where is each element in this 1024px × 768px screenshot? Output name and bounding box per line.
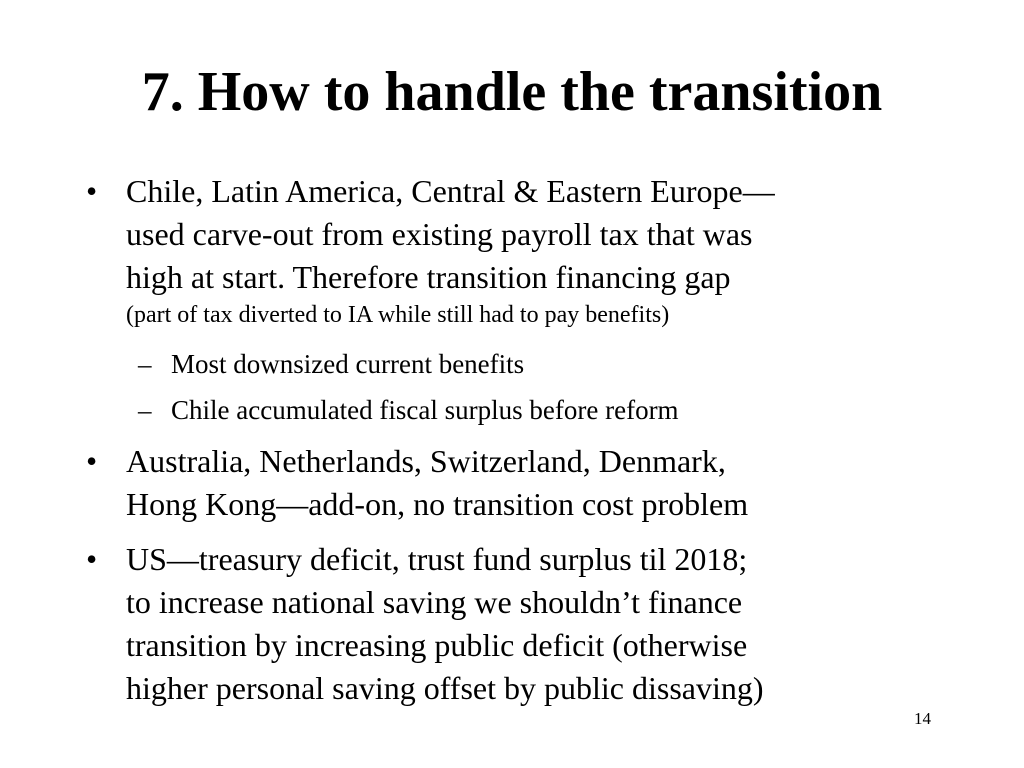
bullet-item xyxy=(82,538,942,710)
bullet-line: high at start. Therefore transition financing gap xyxy=(126,259,731,295)
bullet-line: Hong Kong—add-on, no transition cost problem xyxy=(126,486,749,522)
sub-item-text: Most downsized current benefits xyxy=(171,349,525,379)
bullet-line: to increase national saving we shouldn’t finance xyxy=(126,584,743,620)
page-number: 14 xyxy=(914,709,931,728)
sub-marker: – xyxy=(138,349,152,379)
bullet-line: transition by increasing public deficit (otherwise xyxy=(126,627,748,663)
bullet-line: Australia, Netherlands, Switzerland, Denmark, xyxy=(126,443,726,479)
sub-marker: – xyxy=(138,395,152,425)
sub-item xyxy=(82,341,942,387)
bullet-note: (part of tax diverted to IA while still had to pay benefits) xyxy=(126,302,670,328)
bullet-line: used carve-out from existing payroll tax that was xyxy=(126,216,753,252)
bullet-line: Chile, Latin America, Central & Eastern Europe— xyxy=(126,173,775,209)
bullet-marker: • xyxy=(86,541,98,577)
sub-list xyxy=(82,341,942,433)
bullet-item xyxy=(82,440,942,526)
sub-item-text: Chile accumulated fiscal surplus before reform xyxy=(171,395,679,425)
bullet-line: higher personal saving offset by public dissaving) xyxy=(126,670,764,706)
bullet-item xyxy=(82,170,942,332)
bullet-marker: • xyxy=(86,443,98,479)
slide-content xyxy=(82,170,942,710)
bullet-marker: • xyxy=(86,173,98,209)
sub-item xyxy=(82,387,942,433)
slide-title: 7. How to handle the transition xyxy=(141,61,883,123)
bullet-line: US—treasury deficit, trust fund surplus til 2018; xyxy=(126,541,748,577)
